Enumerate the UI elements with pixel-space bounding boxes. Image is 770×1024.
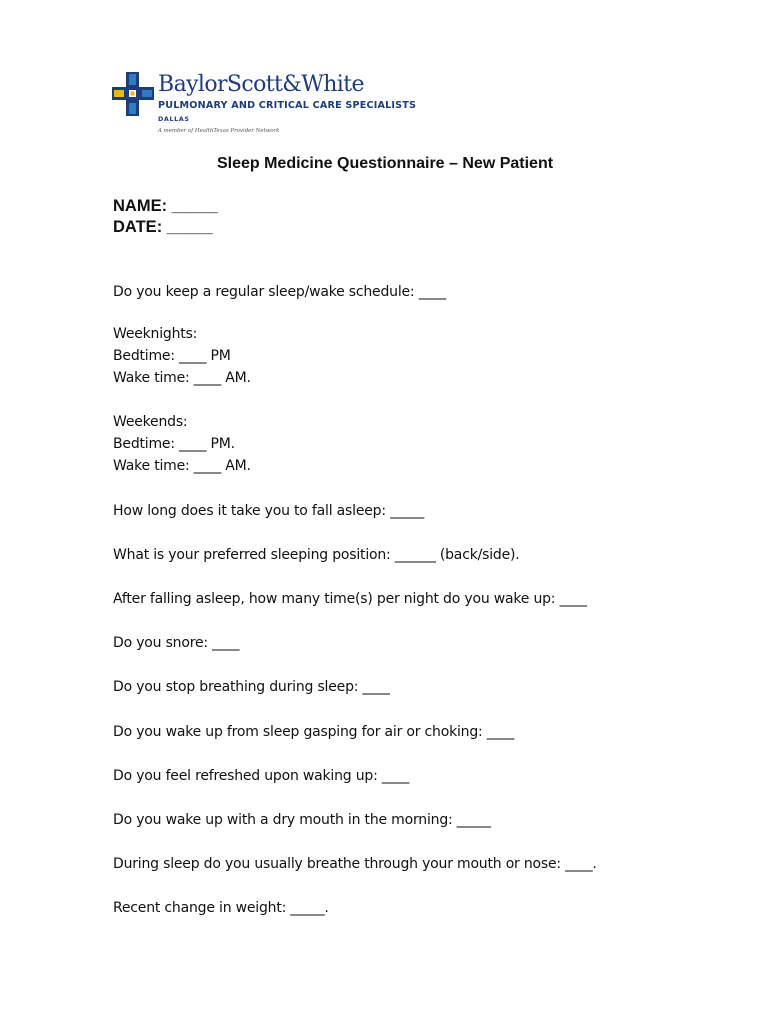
- question-mouth-or-nose[interactable]: During sleep do you usually breathe through your mouth or nose: ____.: [113, 856, 597, 872]
- logo-tagline: A member of HealthTexas Provider Network: [158, 128, 280, 134]
- question-weight-change[interactable]: Recent change in weight: _____.: [113, 900, 329, 916]
- question-dry-mouth[interactable]: Do you wake up with a dry mouth in the morning: _____: [113, 812, 491, 828]
- question-snore[interactable]: Do you snore: ____: [113, 635, 240, 651]
- question-weeknights-bedtime[interactable]: Bedtime: ____ PM: [113, 348, 231, 364]
- question-weekends-bedtime[interactable]: Bedtime: ____ PM.: [113, 436, 235, 452]
- question-fall-asleep[interactable]: How long does it take you to fall asleep: _____: [113, 503, 425, 519]
- name-field[interactable]: NAME: _____: [113, 197, 218, 215]
- baylor-scott-white-logo: [112, 72, 417, 138]
- question-gasping[interactable]: Do you wake up from sleep gasping for air or choking: ____: [113, 724, 515, 740]
- page-title: Sleep Medicine Questionnaire – New Patient: [216, 155, 554, 172]
- question-wake-count[interactable]: After falling asleep, how many time(s) per night do you wake up: ____: [113, 591, 587, 607]
- question-weeknights-waketime[interactable]: Wake time: ____ AM.: [113, 370, 251, 386]
- question-schedule[interactable]: Do you keep a regular sleep/wake schedule: ____: [113, 284, 446, 300]
- cross-logo-icon: [112, 72, 154, 116]
- question-sleeping-position[interactable]: What is your preferred sleeping position: ______ (back/side).: [113, 547, 520, 563]
- logo-department: PULMONARY AND CRITICAL CARE SPECIALISTS: [158, 100, 417, 111]
- question-refreshed[interactable]: Do you feel refreshed upon waking up: ____: [113, 768, 410, 784]
- date-field[interactable]: DATE: _____: [113, 218, 213, 236]
- question-stop-breathing[interactable]: Do you stop breathing during sleep: ____: [113, 679, 390, 695]
- weekends-heading: Weekends:: [113, 414, 188, 430]
- logo-wordmark: BaylorScott&White: [158, 72, 364, 97]
- question-weekends-waketime[interactable]: Wake time: ____ AM.: [113, 458, 251, 474]
- logo-city: DALLAS: [158, 115, 190, 123]
- weeknights-heading: Weeknights:: [113, 326, 198, 342]
